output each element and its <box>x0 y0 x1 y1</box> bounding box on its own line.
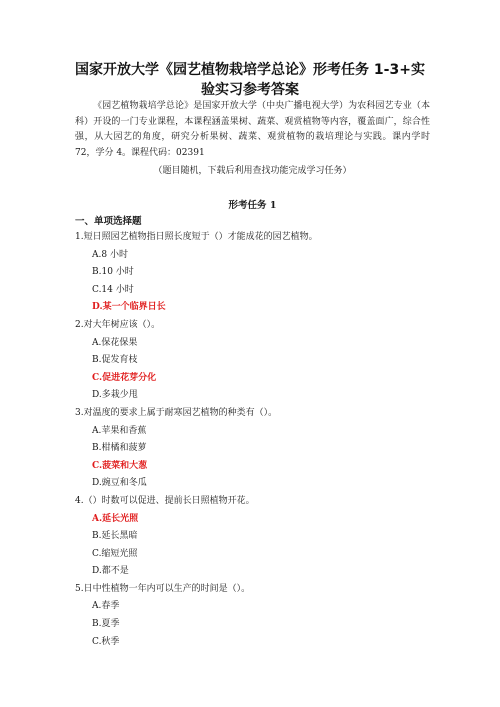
answer-option-correct: C.菠菜和大葱 <box>92 460 148 471</box>
task-heading: 形考任务 1 <box>228 200 277 211</box>
answer-option-correct: C.促进花芽分化 <box>92 372 157 383</box>
question-text: 2.对大年树应该（）。 <box>75 319 161 330</box>
section-heading: 一、单项选择题 <box>75 216 142 227</box>
answer-option: A.8 小时 <box>92 249 128 260</box>
usage-note: （题目随机，下载后利用查找功能完成学习任务） <box>153 166 352 176</box>
question-text: 5.日中性植物一年内可以生产的时间是（）。 <box>75 583 251 594</box>
answer-option: B.延长黑暗 <box>92 531 138 542</box>
answer-option: B.促发育枝 <box>92 355 138 366</box>
answer-option: D.都不是 <box>92 566 129 577</box>
answer-option: A.苹果和香蕉 <box>92 425 147 436</box>
answer-option: B.夏季 <box>92 619 120 630</box>
question-list <box>75 229 435 651</box>
question-text: 1.短日照园艺植物指日照长度短于（）才能成花的园艺植物。 <box>75 232 318 242</box>
question-text: 3.对温度的要求上属于耐寒园艺植物的种类有（）。 <box>75 407 278 418</box>
answer-option: D.豌豆和冬瓜 <box>92 478 147 489</box>
question-text: 4.（）时数可以促进、提前长日照植物开花。 <box>75 495 255 506</box>
answer-option: C.秋季 <box>92 636 120 647</box>
document-title: 国家开放大学《园艺植物栽培学总论》形考任务 1-3+实验实习参考答案 <box>75 62 425 98</box>
answer-option: B.柑橘和菠萝 <box>92 443 147 454</box>
answer-option: B.10 小时 <box>92 267 134 278</box>
answer-option-correct: D.某一个临界日长 <box>92 302 166 313</box>
answer-option: C.缩短光照 <box>92 548 138 559</box>
course-intro: 《园艺植物栽培学总论》是国家开放大学（中央广播电视大学）为农科园艺专业（本科）开设的一门专业课程，本课程涵盖果树、蔬菜、观赏植物等内容，覆盖面广，综合性强，从大园艺的角度，研究分析果树、蔬菜、观赏植物的栽培理论与实践。课内学时 72，学分 4。课程代码：02391 <box>75 101 430 158</box>
answer-option: A.春季 <box>92 601 120 612</box>
answer-option: A.保花保果 <box>92 337 138 348</box>
answer-option-correct: A.延长光照 <box>92 513 139 524</box>
answer-option: D.多栽少甩 <box>92 390 138 401</box>
answer-option: C.14 小时 <box>92 284 134 295</box>
